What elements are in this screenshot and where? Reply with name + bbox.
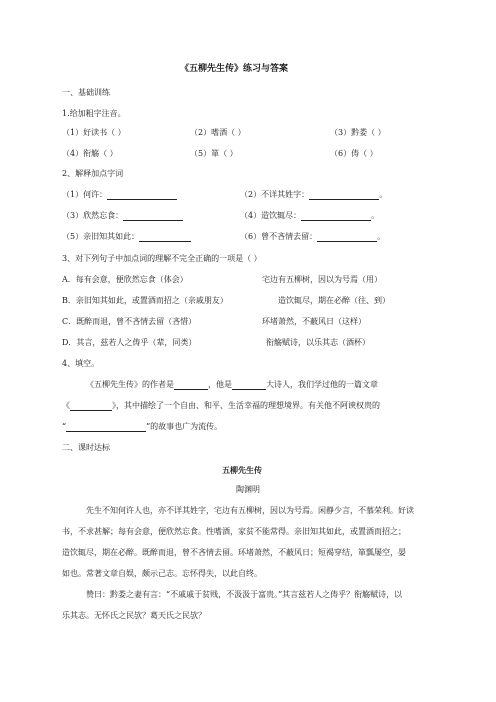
essay-line-2: 书，不求甚解；每有会意，便欣然忘食。性嗜酒，家贫不能常得。亲旧知其如此，或置酒而招之； xyxy=(62,527,406,536)
question-1-prompt: 1.给加粗字注音。 xyxy=(62,109,126,118)
q1-item-2: （2）嗜酒（ ） xyxy=(190,128,246,137)
question-4-prompt: 4、填空。 xyxy=(62,359,100,368)
q3-option-d-right: 衔觞赋诗，以乐其志（酒杯） xyxy=(266,338,370,347)
essay-author: 陶渊明 xyxy=(236,485,260,494)
q1-item-1: （1）好读书（ ） xyxy=(62,128,126,137)
q3-option-a-left: A．每有会意，便欣然忘食（体会） xyxy=(62,275,188,284)
essay-title: 五柳先生传 xyxy=(222,465,262,475)
q2-item-3: （3）欣然忘食： xyxy=(62,211,183,221)
q1-item-6: （6）俦（ ） xyxy=(330,149,378,158)
question-2-prompt: 2、解释加点字词 xyxy=(62,169,124,178)
q3-option-c-left: C．既醉而退，曾不吝情去留（吝惜） xyxy=(62,317,197,326)
q3-option-b-right: 造饮辄尽，期在必醉（往、到） xyxy=(278,296,390,305)
essay-line-4: 如也。常著文章自娱，颇示己志。忘怀得失，以此自终。 xyxy=(62,569,262,578)
q3-option-a-right: 宅边有五柳树，因以为号焉（用） xyxy=(262,275,382,284)
q2-item-4: （4）造饮辄尽： 。 xyxy=(240,211,380,220)
q2-item-6: （6）曾不吝情去留： 。 xyxy=(240,232,386,241)
q2-item-1: （1）何许： xyxy=(62,190,177,200)
document-title: 《五柳先生传》练习与答案 xyxy=(180,64,289,74)
q3-option-d-left: D．其言，兹若人之俦乎（辈，同类） xyxy=(62,338,197,347)
q3-option-c-right: 环堵萧然，不蔽风日（这样） xyxy=(262,317,366,326)
essay-line-5: 赞曰：黔娄之妻有言：“不戚戚于贫贱，不汲汲于富贵。”其言兹若人之俦乎？衔觞赋诗，以 xyxy=(86,590,403,599)
essay-line-3: 造饮辄尽，期在必醉。既醉而退，曾不吝情去留。环堵萧然，不蔽风日；短褐穿结，箪瓢屡空，晏 xyxy=(62,548,406,557)
essay-line-1: 先生不知何许人也，亦不详其姓字，宅边有五柳树，因以为号焉。闲静少言，不慕荣利。好读 xyxy=(86,506,414,515)
q4-line-2: 《 》，其中描绘了一个自由、和平、生活幸福的理想境界。有关他不阿谀权贵的 xyxy=(62,401,380,410)
question-3-prompt: 3、对下列句子中加点词的理解不完全正确的一项是（ ） xyxy=(62,254,262,263)
section-heading-basic: 一、基础训练 xyxy=(62,88,110,97)
q2-item-5: （5）亲旧知其如此： xyxy=(62,232,191,242)
q4-line-3: “ ”的故事也广为流传。 xyxy=(62,422,223,431)
q1-item-3: （3）黔娄（ ） xyxy=(330,128,386,137)
q3-option-b-left: B．亲旧知其如此，或置酒而招之（亲戚朋友） xyxy=(62,296,228,305)
section-heading-lesson: 二、课时达标 xyxy=(62,443,110,452)
q1-item-4: （4）衔觞（ ） xyxy=(62,149,118,158)
q4-line-1: 《五柳先生传》的作者是 ，他是 大诗人，我们学过他的一篇文章 xyxy=(86,380,378,389)
essay-line-6: 乐其志。无怀氏之民欤？葛天氏之民欤？ xyxy=(62,611,206,620)
q1-item-5: （5）箪（ ） xyxy=(190,149,238,158)
q2-item-2: （2）不详其姓字： 。 xyxy=(240,190,388,199)
